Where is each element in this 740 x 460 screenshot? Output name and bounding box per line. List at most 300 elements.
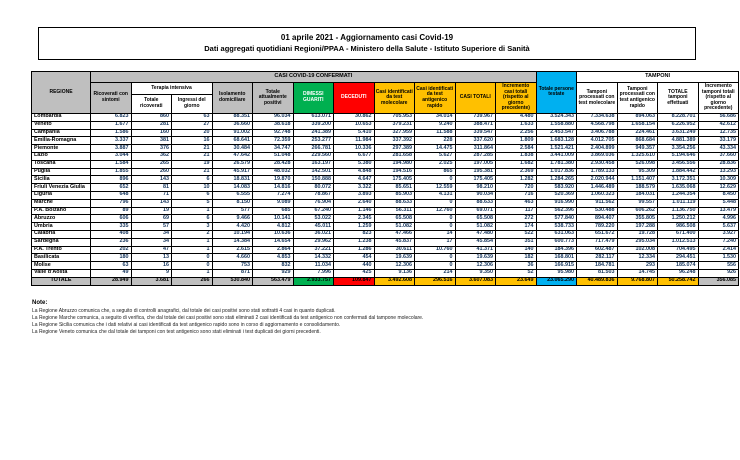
cell-casi_totali: 739.967 [455,113,496,121]
totale-ti_ingressi: 266 [172,277,213,285]
header-ricoverati: Ricoverati con sintomi [91,83,132,114]
cell-casi_antigenico: 865 [415,168,456,176]
cell-ricoverati: 3.044 [91,152,132,160]
cell-tamponi_molecolare: 1.446.489 [577,184,618,192]
note-item: La Regione Veneto comunica che dal totale dei tamponi con test antigenico sono stati eliminati i test duplicati dei giorni precedenti. [32,329,321,335]
cell-tamponi_antigenico: 14.745 [617,269,658,277]
cell-testate: 600.773 [536,238,577,246]
totale-row [32,277,739,285]
cell-ricoverati: 896 [91,176,132,184]
cell-casi_molecolare: 12.306 [374,262,415,270]
cell-casi_totali: 175.405 [455,176,496,184]
cell-ti_ingressi: 20 [172,129,213,137]
cell-ricoverati: 1.677 [91,121,132,129]
cell-ti_ingressi: 0 [172,254,213,262]
cell-ti_ingressi: 10 [172,184,213,192]
cell-dimessi: 11.034 [293,262,334,270]
cell-tamponi_antigenico: 606.262 [617,207,658,215]
table-row [32,160,739,168]
cell-tamponi_totale: 1.635.068 [658,184,699,192]
cell-isolamento: 18.831 [212,176,253,184]
cell-tamponi_molecolare: 4.568.798 [577,121,618,129]
cell-attualmente_positivi: 28.428 [253,160,294,168]
cell-attualmente_positivi: 34.747 [253,145,294,153]
region-name: Lazio [32,152,91,160]
table-row [32,199,739,207]
cell-isolamento: 26.579 [212,160,253,168]
cell-casi_antigenico: 0 [415,262,456,270]
cell-casi_molecolare: 85.903 [374,191,415,199]
cell-casi_molecolare: 56.311 [374,207,415,215]
note-item: La Regione Marche comunica, a seguito di verifica, che dal totale dei casi positivi sono stati eliminati 2 casi identificati da test antigenico non confermati dal tampone molecolare. [32,315,424,321]
table-row [32,207,739,215]
totale-label: TOTALE [32,277,91,285]
cell-deceduti: 6.677 [334,152,375,160]
cell-ti_totale: 47 [131,246,172,254]
cell-tamponi_molecolare: 3.406.788 [577,129,618,137]
cell-attualmente_positivi: 9.089 [253,199,294,207]
cell-ti_ingressi: 16 [172,137,213,145]
cell-testate: 168.801 [536,254,577,262]
cell-ti_ingressi: 1 [172,238,213,246]
table-row [32,238,739,246]
cell-tamponi_totale: 3.172.351 [658,176,699,184]
cell-incremento_tamponi: 1.530 [698,254,739,262]
note-item: La Regione Abruzzo comunica che, a seguito di controlli anagrafici, dal totale dei casi positivi sono stati sottratti 4 casi in quanto duplicati. [32,308,336,314]
cell-dimessi: 29.962 [293,238,334,246]
cell-casi_totali: 65.508 [455,215,496,223]
cell-isolamento: 4.420 [212,223,253,231]
cell-tamponi_totale: 671.400 [658,230,699,238]
totale-deceduti: 109.847 [334,277,375,285]
cell-casi_antigenico: 214 [415,269,456,277]
header-attualmente-positivi: Totale attualmente positivi [253,83,294,114]
covid-data-table [31,71,739,286]
header-deceduti: DECEDUTI [334,83,375,114]
cell-isolamento: 6.555 [212,191,253,199]
cell-ti_ingressi: 27 [172,121,213,129]
cell-isolamento: 9.466 [212,215,253,223]
cell-ti_ingressi: 1 [172,269,213,277]
table-row [32,184,739,192]
cell-attualmente_positivi: 832 [253,262,294,270]
cell-tamponi_totale: 3.631.249 [658,129,699,137]
cell-casi_antigenico: 0 [415,215,456,223]
cell-ti_ingressi: 21 [172,145,213,153]
cell-ricoverati: 6.823 [91,113,132,121]
cell-isolamento: 10.194 [212,230,253,238]
cell-dimessi: 613.071 [293,113,334,121]
cell-ti_ingressi: 21 [172,168,213,176]
cell-casi_antigenico: 4.131 [415,191,456,199]
table-row [32,215,739,223]
cell-casi_antigenico: 0 [415,223,456,231]
footnotes [32,300,712,336]
cell-tamponi_totale: 1.250.212 [658,215,699,223]
cell-casi_antigenico: 0 [415,254,456,262]
cell-casi_totali: 337.620 [455,137,496,145]
cell-attualmente_positivi: 38.618 [253,121,294,129]
cell-dimessi: 142.501 [293,168,334,176]
cell-tamponi_molecolare: 4.012.705 [577,137,618,145]
cell-tamponi_antigenico: 526.098 [617,160,658,168]
cell-deceduti: 2.640 [334,199,375,207]
cell-dimessi: 14.332 [293,254,334,262]
cell-attualmente_positivi: 19.870 [253,176,294,184]
cell-dimessi: 53.022 [293,215,334,223]
notes-label: Note: [32,300,48,306]
cell-casi_totali: 98.210 [455,184,496,192]
cell-tamponi_molecolare: 717.479 [577,238,618,246]
cell-ti_ingressi: 1 [172,246,213,254]
cell-deceduti: 5.380 [334,160,375,168]
cell-testate: 2.453.547 [536,129,577,137]
cell-casi_molecolare: 175.405 [374,176,415,184]
cell-isolamento: 45.917 [212,168,253,176]
header-band-casi-confermati: CASI COVID-19 CONFERMATI [91,72,537,83]
cell-tamponi_molecolare: 789.220 [577,223,618,231]
region-name: Abruzzo [32,215,91,223]
cell-tamponi_molecolare: 2.020.944 [577,176,618,184]
cell-casi_molecolare: 194.516 [374,168,415,176]
cell-dimessi: 36.021 [293,230,334,238]
cell-tamponi_antigenico: 894.063 [617,113,658,121]
cell-dimessi: 76.904 [293,199,334,207]
totale-ricoverati: 28.949 [91,277,132,285]
table-row [32,254,739,262]
region-name: Basilicata [32,254,91,262]
cell-casi_molecolare: 51.082 [374,223,415,231]
cell-casi_molecolare: 9.136 [374,269,415,277]
cell-testate: 3.524.343 [536,113,577,121]
cell-tamponi_antigenico: 188.579 [617,184,658,192]
cell-ricoverati: 1.586 [91,129,132,137]
cell-incremento_casi: 1.633 [496,121,537,129]
cell-dimessi: 37.221 [293,246,334,254]
cell-deceduti: 4.647 [334,176,375,184]
cell-incremento_tamponi: 42.612 [698,121,739,129]
cell-casi_totali: 12.306 [455,262,496,270]
cell-incremento_tamponi: 5.637 [698,223,739,231]
totale-isolamento: 530.840 [212,277,253,285]
cell-deceduti: 1.259 [334,223,375,231]
cell-tamponi_molecolare: 81.503 [577,269,618,277]
cell-deceduti: 3.322 [334,184,375,192]
cell-attualmente_positivi: 10.636 [253,230,294,238]
header-casi-totali: CASI TOTALI [455,83,496,114]
cell-tamponi_molecolare: 2.930.458 [577,160,618,168]
totale-dimessi: 2.933.757 [293,277,334,285]
cell-tamponi_antigenico: 95.309 [617,168,658,176]
cell-attualmente_positivi: 92.748 [253,129,294,137]
cell-deceduti: 1.286 [334,246,375,254]
cell-tamponi_molecolare: 530.488 [577,207,618,215]
cell-testate: 562.396 [536,207,577,215]
cell-casi_totali: 197.005 [455,160,496,168]
cell-dimessi: 253.277 [293,137,334,145]
cell-casi_antigenico: 5.627 [415,152,456,160]
cell-casi_totali: 51.082 [455,223,496,231]
cell-ricoverati: 335 [91,223,132,231]
header-tamponi-totale: TOTALE tamponi effettuati [658,83,699,114]
cell-attualmente_positivi: 4.853 [253,254,294,262]
cell-attualmente_positivi: 48.032 [253,168,294,176]
cell-deceduti: 3.893 [334,191,375,199]
cell-isolamento: 36.660 [212,121,253,129]
table-row [32,191,739,199]
note-item: La Regione Sicilia comunica che i dati relativi ai casi identificati da test antigenico rapido sono in corso di aggiornamento e consolidamento. [32,322,341,328]
cell-ricoverati: 1.584 [91,160,132,168]
cell-incremento_casi: 1.682 [496,160,537,168]
cell-ti_ingressi: 3 [172,223,213,231]
cell-casi_totali: 69.071 [455,207,496,215]
header-casi-molecolare: Casi identificati da test molecolare [374,83,415,114]
totale-incremento_casi: 23.649 [496,277,537,285]
header-persone-testate: Totale persone testate [536,72,577,114]
table-row [32,152,739,160]
cell-dimessi: 67.240 [293,207,334,215]
totale-ti_totale: 3.681 [131,277,172,285]
cell-tamponi_antigenico: 12.334 [617,254,658,262]
totale-casi_antigenico: 296.516 [415,277,456,285]
cell-testate: 166.915 [536,262,577,270]
cell-casi_totali: 47.480 [455,230,496,238]
table-row [32,269,739,277]
cell-incremento_tamponi: 56.686 [698,113,739,121]
region-name: P.A. Trento [32,246,91,254]
cell-isolamento: 47.642 [212,152,253,160]
cell-ti_ingressi: 6 [172,215,213,223]
cell-tamponi_totale: 704.495 [658,246,699,254]
cell-deceduti: 4.848 [334,168,375,176]
cell-tamponi_totale: 3.354.256 [658,145,699,153]
cell-tamponi_antigenico: 1.325.610 [617,152,658,160]
cell-isolamento: 88.351 [212,113,253,121]
cell-isolamento: 2.615 [212,246,253,254]
cell-tamponi_totale: 3.456.556 [658,160,699,168]
header-isolamento: Isolamento domiciliare [212,83,253,114]
cell-deceduti: 10.336 [334,145,375,153]
cell-incremento_casi: 1.282 [496,176,537,184]
cell-incremento_tamponi: 33.179 [698,137,739,145]
cell-dimessi: 163.197 [293,160,334,168]
region-name: Emilia-Romagna [32,137,91,145]
header-band-tamponi: TAMPONI [577,72,739,83]
header-tamponi-molecolare: Tamponi processati con test molecolare [577,83,618,114]
cell-tamponi_totale: 185.074 [658,262,699,270]
cell-attualmente_positivi: 96.034 [253,113,294,121]
cell-testate: 577.840 [536,215,577,223]
cell-incremento_tamponi: 43.334 [698,145,739,153]
header-incremento-tamponi: Incremento tamponi totali (rispetto al giorno precedente) [698,83,739,114]
cell-incremento_casi: 117 [496,207,537,215]
cell-ti_ingressi: 6 [172,176,213,184]
cell-incremento_casi: 1.809 [496,137,537,145]
cell-testate: 1.558.880 [536,121,577,129]
cell-tamponi_antigenico: 355.805 [617,215,658,223]
cell-tamponi_molecolare: 911.562 [577,199,618,207]
cell-ricoverati: 63 [91,262,132,270]
cell-incremento_casi: 522 [496,230,537,238]
cell-tamponi_totale: 1.884.442 [658,168,699,176]
cell-attualmente_positivi: 14.816 [253,184,294,192]
cell-casi_molecolare: 30.611 [374,246,415,254]
cell-casi_totali: 311.864 [455,145,496,153]
region-name: Liguria [32,191,91,199]
cell-dimessi: 80.072 [293,184,334,192]
cell-dimessi: 266.781 [293,145,334,153]
cell-casi_totali: 19.639 [455,254,496,262]
cell-deceduti: 5.410 [334,129,375,137]
cell-casi_molecolare: 65.508 [374,215,415,223]
cell-isolamento: 753 [212,262,253,270]
region-name: Sicilia [32,176,91,184]
page-title: 01 aprile 2021 - Aggiornamento casi Covid-19 [280,33,454,42]
cell-incremento_tamponi: 5.448 [698,199,739,207]
cell-tamponi_antigenico: 1.151.407 [617,176,658,184]
cell-casi_totali: 339.547 [455,129,496,137]
cell-casi_molecolare: 337.392 [374,137,415,145]
cell-incremento_tamponi: 3.927 [698,230,739,238]
cell-casi_totali: 90.034 [455,191,496,199]
region-name: Piemonte [32,145,91,153]
cell-ti_totale: 281 [131,121,172,129]
cell-incremento_casi: 4.480 [496,113,537,121]
header-tamponi-antigenico: Tamponi processati con test antigenico rapido [617,83,658,114]
region-name: Veneto [32,121,91,129]
cell-incremento_casi: 36 [496,262,537,270]
region-name: P.A. Bolzano [32,207,91,215]
totale-casi_totali: 3.607.083 [455,277,496,285]
table-header [32,72,739,114]
totale-casi_molecolare: 3.492.608 [374,277,415,285]
cell-ti_totale: 9 [131,269,172,277]
cell-incremento_casi: 351 [496,238,537,246]
cell-incremento_casi: 272 [496,215,537,223]
cell-tamponi_totale: 6.226.952 [658,121,699,129]
cell-ti_ingressi: 5 [172,199,213,207]
cell-isolamento: 68.641 [212,137,253,145]
totale-incremento_tamponi: 356.085 [698,277,739,285]
cell-ricoverati: 408 [91,230,132,238]
cell-ti_ingressi: 63 [172,113,213,121]
cell-tamponi_molecolare: 7.334.638 [577,113,618,121]
cell-tamponi_antigenico: 99.557 [617,199,658,207]
cell-casi_molecolare: 379.231 [374,121,415,129]
cell-casi_antigenico: 228 [415,137,456,145]
cell-incremento_casi: 720 [496,184,537,192]
cell-ricoverati: 652 [91,184,132,192]
table-row [32,121,739,129]
region-name: Toscana [32,160,91,168]
cell-testate: 3.441.009 [536,152,577,160]
header-ti-totale-ricoverati: Totale ricoverati [131,94,172,113]
cell-casi_antigenico: 17 [415,238,456,246]
cell-attualmente_positivi: 685 [253,207,294,215]
cell-ricoverati: 180 [91,254,132,262]
cell-deceduti: 1.238 [334,238,375,246]
table-row [32,223,739,231]
cell-tamponi_molecolare: 602.487 [577,246,618,254]
cell-tamponi_molecolare: 3.869.036 [577,152,618,160]
cell-tamponi_molecolare: 282.117 [577,254,618,262]
cell-testate: 583.920 [536,184,577,192]
cell-tamponi_totale: 986.508 [658,223,699,231]
table-row [32,145,739,153]
cell-incremento_casi: 716 [496,191,537,199]
cell-ti_totale: 265 [131,160,172,168]
cell-casi_molecolare: 297.389 [374,145,415,153]
cell-incremento_tamponi: 37.660 [698,152,739,160]
cell-tamponi_totale: 1.244.354 [658,191,699,199]
page-subtitle: Dati aggregati quotidiani Regioni/PPAA - Ministero della Salute - Istituto Superiore di Sanità [204,44,530,53]
cell-incremento_tamponi: 2.414 [698,246,739,254]
cell-attualmente_positivi: 72.359 [253,137,294,145]
table-row [32,129,739,137]
cell-isolamento: 14.384 [212,238,253,246]
cell-ti_totale: 860 [131,113,172,121]
cell-deceduti: 454 [334,254,375,262]
cell-incremento_tamponi: 13.479 [698,207,739,215]
cell-casi_molecolare: 705.953 [374,113,415,121]
cell-ti_totale: 81 [131,184,172,192]
cell-casi_totali: 195.381 [455,168,496,176]
cell-incremento_tamponi: 4.996 [698,215,739,223]
cell-ti_totale: 143 [131,199,172,207]
cell-testate: 916.990 [536,199,577,207]
cell-tamponi_totale: 96.248 [658,269,699,277]
cell-tamponi_molecolare: 184.781 [577,262,618,270]
cell-isolamento: 4.660 [212,254,253,262]
header-casi-antigenico: Casi identificati da test antigenico rapido [415,83,456,114]
cell-casi_antigenico: 14.475 [415,145,456,153]
totale-testate: 23.065.290 [536,277,577,285]
cell-testate: 1.284.265 [536,176,577,184]
cell-casi_molecolare: 85.651 [374,184,415,192]
cell-incremento_tamponi: 556 [698,262,739,270]
cell-dimessi: 78.867 [293,191,334,199]
cell-casi_antigenico: 11.588 [415,129,456,137]
cell-incremento_casi: 174 [496,223,537,231]
cell-isolamento: 577 [212,207,253,215]
cell-deceduti: 425 [334,269,375,277]
region-name: Valle d'Aosta [32,269,91,277]
cell-casi_totali: 45.854 [455,238,496,246]
cell-ricoverati: 796 [91,199,132,207]
cell-deceduti: 30.862 [334,113,375,121]
cell-isolamento: 91.002 [212,129,253,137]
cell-ti_totale: 143 [131,176,172,184]
cell-incremento_casi: 182 [496,254,537,262]
cell-testate: 1.521.421 [536,145,577,153]
cell-attualmente_positivi: 51.048 [253,152,294,160]
cell-ti_ingressi: 2 [172,230,213,238]
region-name: Campania [32,129,91,137]
cell-ricoverati: 606 [91,215,132,223]
header-ti-ingressi-giorno: Ingressi del giorno [172,94,213,113]
cell-testate: 1.017.836 [536,168,577,176]
cell-incremento_tamponi: 28.836 [698,160,739,168]
region-name: Marche [32,199,91,207]
cell-casi_molecolare: 47.466 [374,230,415,238]
cell-ti_totale: 13 [131,254,172,262]
cell-casi_molecolare: 45.837 [374,238,415,246]
cell-ti_totale: 71 [131,191,172,199]
cell-dimessi: 241.389 [293,129,334,137]
title-box [38,27,696,60]
cell-tamponi_totale: 8.228.701 [658,113,699,121]
cell-tamponi_antigenico: 19.728 [617,230,658,238]
